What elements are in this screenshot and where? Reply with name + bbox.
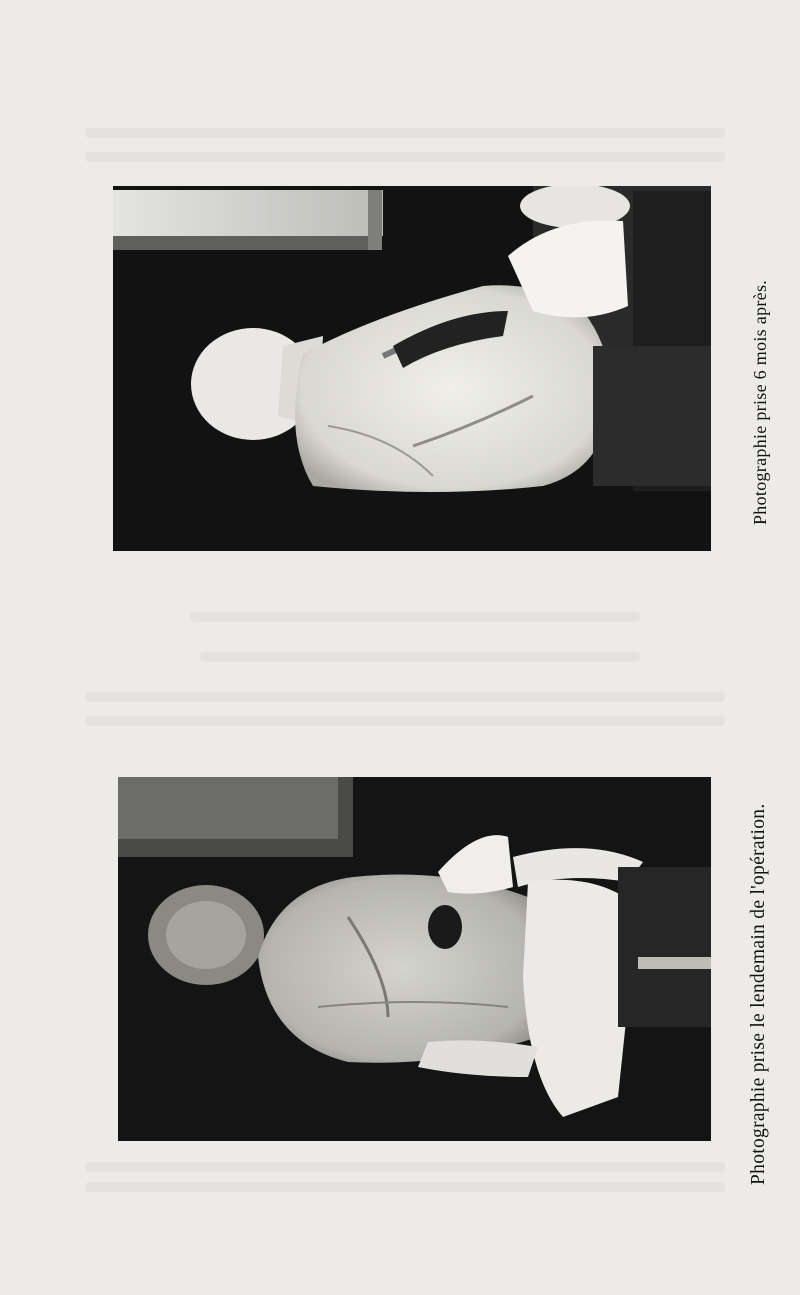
- photograph-six-months-after: [113, 186, 711, 551]
- bleed-through-line: [85, 152, 725, 162]
- bleed-through-line: [85, 692, 725, 702]
- bleed-through-line: [200, 652, 640, 662]
- photograph-day-after-operation: [118, 777, 711, 1141]
- caption-six-months-after: Photographie prise 6 mois après.: [750, 279, 770, 525]
- caption-day-after-operation: Photographie prise le lendemain de l'opération.: [748, 803, 769, 1185]
- bleed-through-line: [85, 1162, 725, 1172]
- bleed-through-line: [85, 1182, 725, 1192]
- bleed-through-line: [190, 612, 640, 622]
- bleed-through-line: [85, 128, 725, 138]
- bleed-through-line: [85, 716, 725, 726]
